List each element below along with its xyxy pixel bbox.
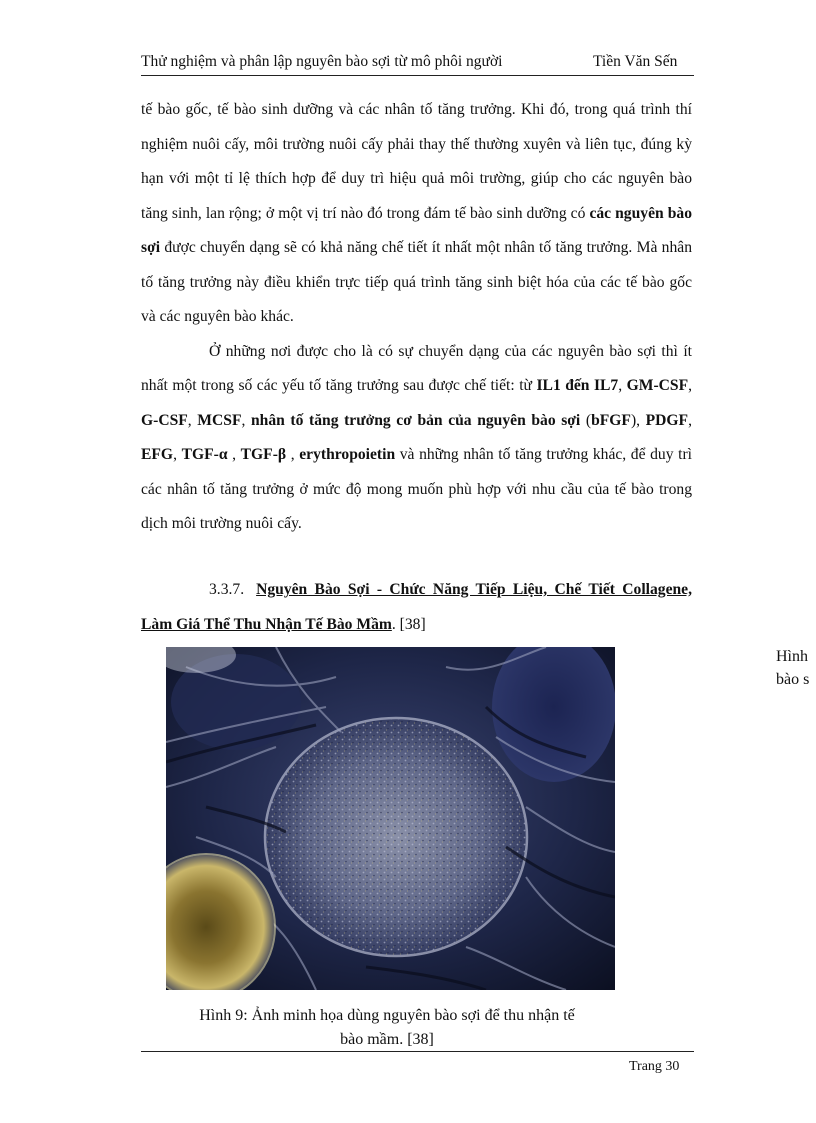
section-heading: [141, 573, 692, 642]
caption-line-1: Hình 9: Ảnh minh họa dùng nguyên bào sợi để thu nhận tế: [199, 1007, 575, 1024]
p2-text-2: và những nhân tố tăng trưởng khác, để duy trì các nhân tố tăng trưởng ở mức độ mong muốn phù hợp với nhu cầu của tế bào trong dịch môi trường nuôi cấy.: [141, 446, 692, 532]
p2-sep: (: [580, 411, 592, 429]
side-fragment-line-2: bào s: [776, 671, 810, 688]
p2-bold-tgf-beta: TGF-β: [240, 446, 287, 463]
p2-bold-gcsf: G-CSF: [141, 411, 188, 429]
running-header: [141, 50, 694, 74]
figure-caption: [162, 1004, 612, 1052]
section-ref: . [38]: [391, 615, 426, 633]
p2-text-1: Ở những nơi được cho là có sự chuyển dạng của các nguyên bào sợi thì ít nhất một trong số các yếu tố tăng trưởng sau được chế tiết: từ: [141, 342, 692, 394]
p2-bold-pdgf: PDGF: [645, 411, 689, 429]
caption-line-2: bào mầm. [38]: [340, 1031, 434, 1048]
paragraph-2: [141, 335, 692, 542]
header-title: Thử nghiệm và phân lập nguyên bào sợi từ mô phôi người: [141, 53, 503, 70]
paragraph-1: [141, 93, 692, 335]
side-fragment-line-1: Hình: [776, 648, 808, 665]
p2-sep: ,: [173, 446, 182, 463]
section-title: Nguyên Bào Sợi - Chức Năng Tiếp Liệu, Chế Tiết Collagene, Làm Giá Thể Thu Nhận Tế Bào Mầm: [141, 581, 692, 633]
micrograph-image: [166, 647, 615, 990]
p2-bold-bfgf: bFGF: [591, 411, 631, 429]
p2-bold-mcsf: MCSF: [197, 411, 242, 429]
p2-sep: ,: [618, 377, 627, 394]
body-text: [141, 93, 692, 542]
page-number: Trang 30: [629, 1059, 680, 1074]
p2-sep: ),: [630, 411, 646, 429]
p1-bold-fibroblasts: các nguyên bào sợi: [141, 204, 692, 256]
p2-bold-erythropoietin: erythropoietin: [299, 446, 396, 463]
p2-bold-il: IL1 đến IL7: [536, 377, 619, 394]
header-author: Tiền Văn Sến: [593, 53, 678, 70]
p2-sep: ,: [227, 446, 241, 463]
p1-text-2: được chuyển dạng sẽ có khả năng chế tiết ít nhất một nhân tố tăng trưởng. Mà nhân tố tăng trưởng này điều khiển trực tiếp quá trình tăng sinh biệt hóa của các tế bào gốc và các nguyên bào khác.: [141, 239, 692, 325]
p2-sep: ,: [286, 446, 300, 463]
p2-bold-tgf-alpha: TGF-α: [181, 446, 228, 463]
header-rule: [141, 75, 694, 76]
footer-rule: [141, 1051, 694, 1052]
p2-bold-efg: EFG: [141, 446, 174, 463]
side-fragment: [776, 645, 809, 691]
p1-text-1: tế bào gốc, tế bào sinh dưỡng và các nhân tố tăng trưởng. Khi đó, trong quá trình thí nghiệm nuôi cấy, môi trường nuôi cấy phải thay thế thường xuyên và liên tục, đúng kỳ hạn với một tỉ lệ thích hợp để duy trì hiệu quả môi trường, giúp cho các nguyên bào tăng sinh, lan rộng; ở một vị trí nào đó trong đám tế bào sinh dưỡng có: [141, 101, 692, 222]
p2-bold-gmcsf: GM-CSF: [626, 377, 689, 394]
p2-sep: ,: [688, 377, 692, 394]
p2-sep: ,: [187, 411, 198, 429]
p2-bold-basic-fgf: nhân tố tăng trưởng cơ bản của nguyên bào sợi: [251, 411, 581, 429]
p2-sep: ,: [688, 411, 692, 429]
p2-sep: ,: [241, 411, 251, 429]
figure-micrograph: [166, 647, 615, 990]
section-number: 3.3.7.: [209, 581, 245, 598]
